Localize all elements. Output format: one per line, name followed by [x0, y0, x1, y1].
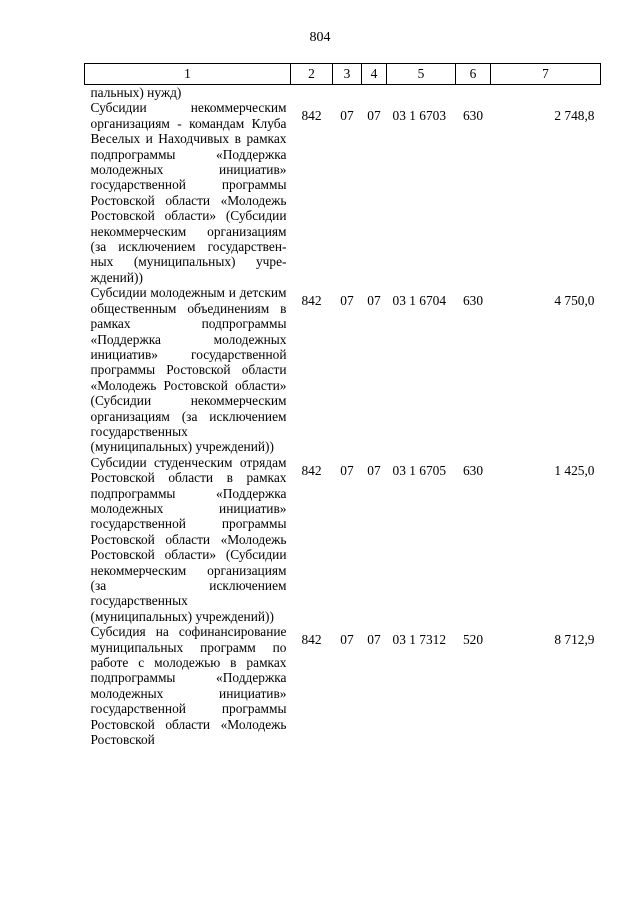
row-subsection: 07	[367, 293, 381, 309]
table-header-row	[85, 64, 601, 85]
table-row	[85, 100, 601, 285]
row-name: Субсидии молодежным и детским общественным объединениям в рамках подпрограммы «Поддержка молодежных инициатив» государственной программы Ростовской области «Молодежь Ростовской области» (Субсидии некоммерческим организациям (за исключением государственных (муниципальных) учреждений))	[90, 285, 287, 455]
row-ministry: 842	[301, 632, 322, 648]
row-expense: 630	[462, 462, 484, 478]
row-section: 07	[340, 632, 354, 648]
header-col-1: 1	[85, 64, 291, 85]
header-col-2: 2	[291, 64, 333, 85]
row-amount: 2 748,8	[554, 108, 595, 124]
row-section: 07	[340, 462, 354, 478]
row-name: Субсидии некоммерческим организациям - командам Клуба Веселых и Находчивых в рамках подпрограммы «Поддержка молодежных инициатив» государственной программы Ростовской области «Молодежь Ростовской области» (Субсидии некоммерческим организациям (за исключением государственных (муниципальных) учреждений))	[90, 100, 287, 285]
table-row	[85, 455, 601, 624]
row-expense: 520	[462, 632, 484, 648]
budget-table	[84, 63, 601, 747]
row-section: 07	[340, 108, 354, 124]
row-target: 03 1 6703	[392, 108, 447, 124]
header-col-7: 7	[491, 64, 601, 85]
row-amount: 4 750,0	[554, 293, 595, 309]
row-subsection: 07	[367, 632, 381, 648]
row-target: 03 1 7312	[392, 632, 447, 648]
row-name: Субсидия на софинансирование муниципальных программ по работе с молодежью в рамках подпрограммы «Поддержка молодежных инициатив» государственной программы Ростовской области «Молодежь Ростовской	[90, 624, 287, 748]
header-col-6: 6	[456, 64, 491, 85]
header-col-4: 4	[362, 64, 387, 85]
row-target: 03 1 6704	[392, 293, 447, 309]
row-subsection: 07	[367, 462, 381, 478]
continuation-row	[85, 85, 601, 101]
row-subsection: 07	[367, 108, 381, 124]
header-col-5: 5	[387, 64, 456, 85]
table-row	[85, 624, 601, 747]
row-amount: 1 425,0	[554, 462, 595, 478]
continuation-text: пальных) нужд)	[90, 85, 182, 100]
row-name: Субсидии студенческим отрядам Ростовской области в рамках подпрограммы «Поддержка молодежных инициатив» государственной программы Ростовской области «Молодежь Ростовской области» (Субсидии некоммерческим организациям (за исключением государственных (муниципальных) учреждений))	[90, 454, 287, 624]
row-section: 07	[340, 293, 354, 309]
row-ministry: 842	[301, 293, 322, 309]
row-ministry: 842	[301, 108, 322, 124]
row-target: 03 1 6705	[392, 462, 447, 478]
row-expense: 630	[462, 293, 484, 309]
row-ministry: 842	[301, 462, 322, 478]
row-amount: 8 712,9	[554, 632, 595, 648]
header-col-3: 3	[333, 64, 362, 85]
row-expense: 630	[462, 108, 484, 124]
table-row	[85, 285, 601, 454]
page-number: 804	[309, 30, 331, 45]
